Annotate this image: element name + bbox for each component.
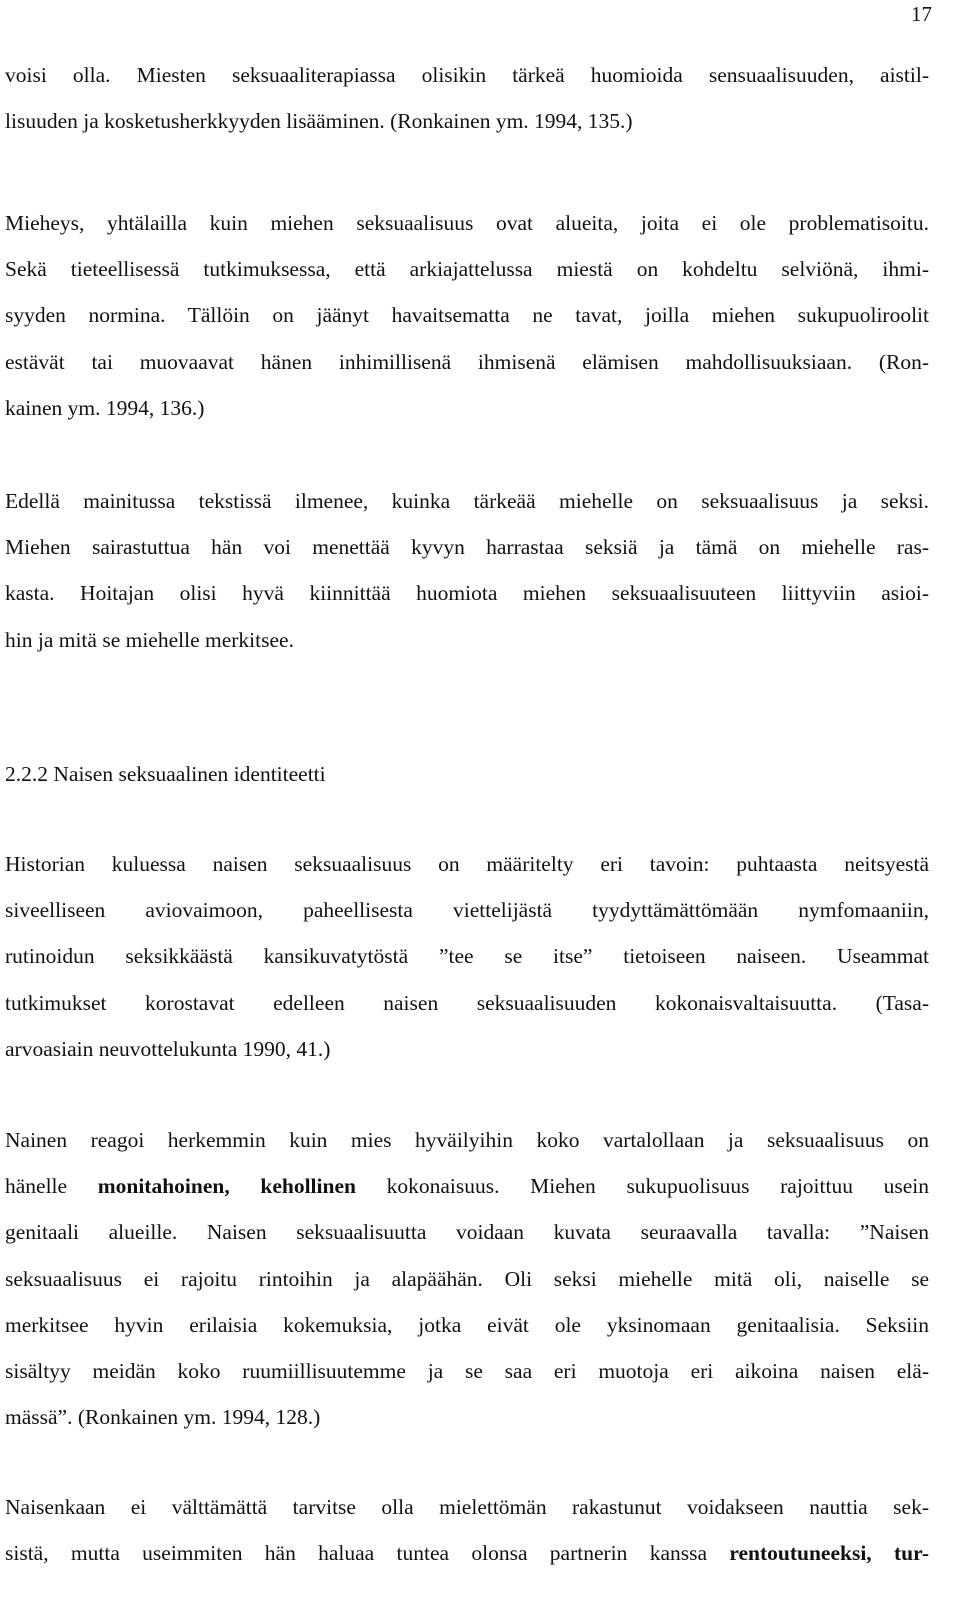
text-line: Edellä mainitussa tekstissä ilmenee, kuinka tärkeää miehelle on seksuaalisuus ja seksi. xyxy=(5,489,929,513)
text-line: mässä”. (Ronkainen ym. 1994, 128.) xyxy=(5,1405,321,1430)
text-line: seksuaalisuus ei rajoitu rintoihin ja alapäähän. Oli seksi miehelle mitä oli, naiselle se xyxy=(5,1266,929,1291)
text-line: kainen ym. 1994, 136.) xyxy=(5,395,205,420)
text-line: arvoasiain neuvottelukunta 1990, 41.) xyxy=(5,1036,331,1061)
text-line: Mieheys, yhtälailla kuin miehen seksuaalisuus ovat alueita, joita ei ole problematisoitu. xyxy=(5,211,929,235)
bold-emphasis: monitahoinen, kehollinen xyxy=(97,1174,356,1199)
text-line: syyden normina. Tällöin on jäänyt havaitsematta ne tavat, joilla miehen sukupuoliroolit xyxy=(5,303,929,328)
text-line: genitaali alueille. Naisen seksuaalisuutta voidaan kuvata seuraavalla tavalla: ”Naisen xyxy=(5,1220,929,1245)
text-line xyxy=(5,1163,929,1209)
text-run: hänelle xyxy=(5,1174,98,1199)
text-line: Miehen sairastuttua hän voi menettää kyvyn harrastaa seksiä ja tämä on miehelle ras- xyxy=(5,535,929,560)
paragraph-2 xyxy=(5,200,929,431)
text-run: kokonaisuus. Miehen sukupuolisuus rajoittuu usein xyxy=(355,1174,929,1199)
text-line xyxy=(5,1530,929,1576)
page-number: 17 xyxy=(911,2,932,26)
paragraph-3 xyxy=(5,478,929,663)
text-line: lisuuden ja kosketusherkkyyden lisääminen. (Ronkainen ym. 1994, 135.) xyxy=(5,109,633,134)
text-line: sisältyy meidän koko ruumiillisuutemme ja se saa eri muotoja eri aikoina naisen elä- xyxy=(5,1359,929,1384)
text-line: rutinoidun seksikkäästä kansikuvatytöstä ”tee se itse” tietoiseen naiseen. Useammat xyxy=(5,944,929,969)
text-line: Sekä tieteellisessä tutkimuksessa, että arkiajattelussa miestä on kohdeltu selviönä, ihmi- xyxy=(5,257,929,282)
paragraph-4 xyxy=(5,841,929,1072)
text-line: Naisenkaan ei välttämättä tarvitse olla mielettömän rakastunut voidakseen nauttia sek- xyxy=(5,1495,929,1519)
text-line: kasta. Hoitajan olisi hyvä kiinnittää huomiota miehen seksuaalisuuteen liittyviin asioi- xyxy=(5,581,929,606)
paragraph-5 xyxy=(5,1117,929,1440)
text-line: estävät tai muovaavat hänen inhimillisenä ihmisenä elämisen mahdollisuuksiaan. (Ron- xyxy=(5,349,929,374)
text-line: Historian kuluessa naisen seksuaalisuus on määritelty eri tavoin: puhtaasta neitsyestä xyxy=(5,852,929,876)
text-line: tutkimukset korostavat edelleen naisen seksuaalisuuden kokonaisvaltaisuutta. (Tasa- xyxy=(5,990,929,1015)
text-line: hin ja mitä se miehelle merkitsee. xyxy=(5,627,294,652)
paragraph-6 xyxy=(5,1484,929,1576)
text-line: merkitsee hyvin erilaisia kokemuksia, jotka eivät ole yksinomaan genitaalisia. Seksiin xyxy=(5,1312,929,1337)
text-line: siveelliseen aviovaimoon, paheellisesta viettelijästä tyydyttämättömään nymfomaaniin, xyxy=(5,898,929,923)
section-heading: 2.2.2 Naisen seksuaalinen identiteetti xyxy=(5,762,326,786)
text-run: sistä, mutta useimmiten hän haluaa tuntea olonsa partnerin kanssa xyxy=(5,1541,730,1566)
bold-emphasis: rentoutuneeksi, tur- xyxy=(729,1541,929,1566)
paragraph-1 xyxy=(5,52,929,144)
text-line: Nainen reagoi herkemmin kuin mies hyväilyihin koko vartalollaan ja seksuaalisuus on xyxy=(5,1128,929,1152)
text-line: voisi olla. Miesten seksuaaliterapiassa olisikin tärkeä huomioida sensuaalisuuden, aistil- xyxy=(5,63,929,87)
